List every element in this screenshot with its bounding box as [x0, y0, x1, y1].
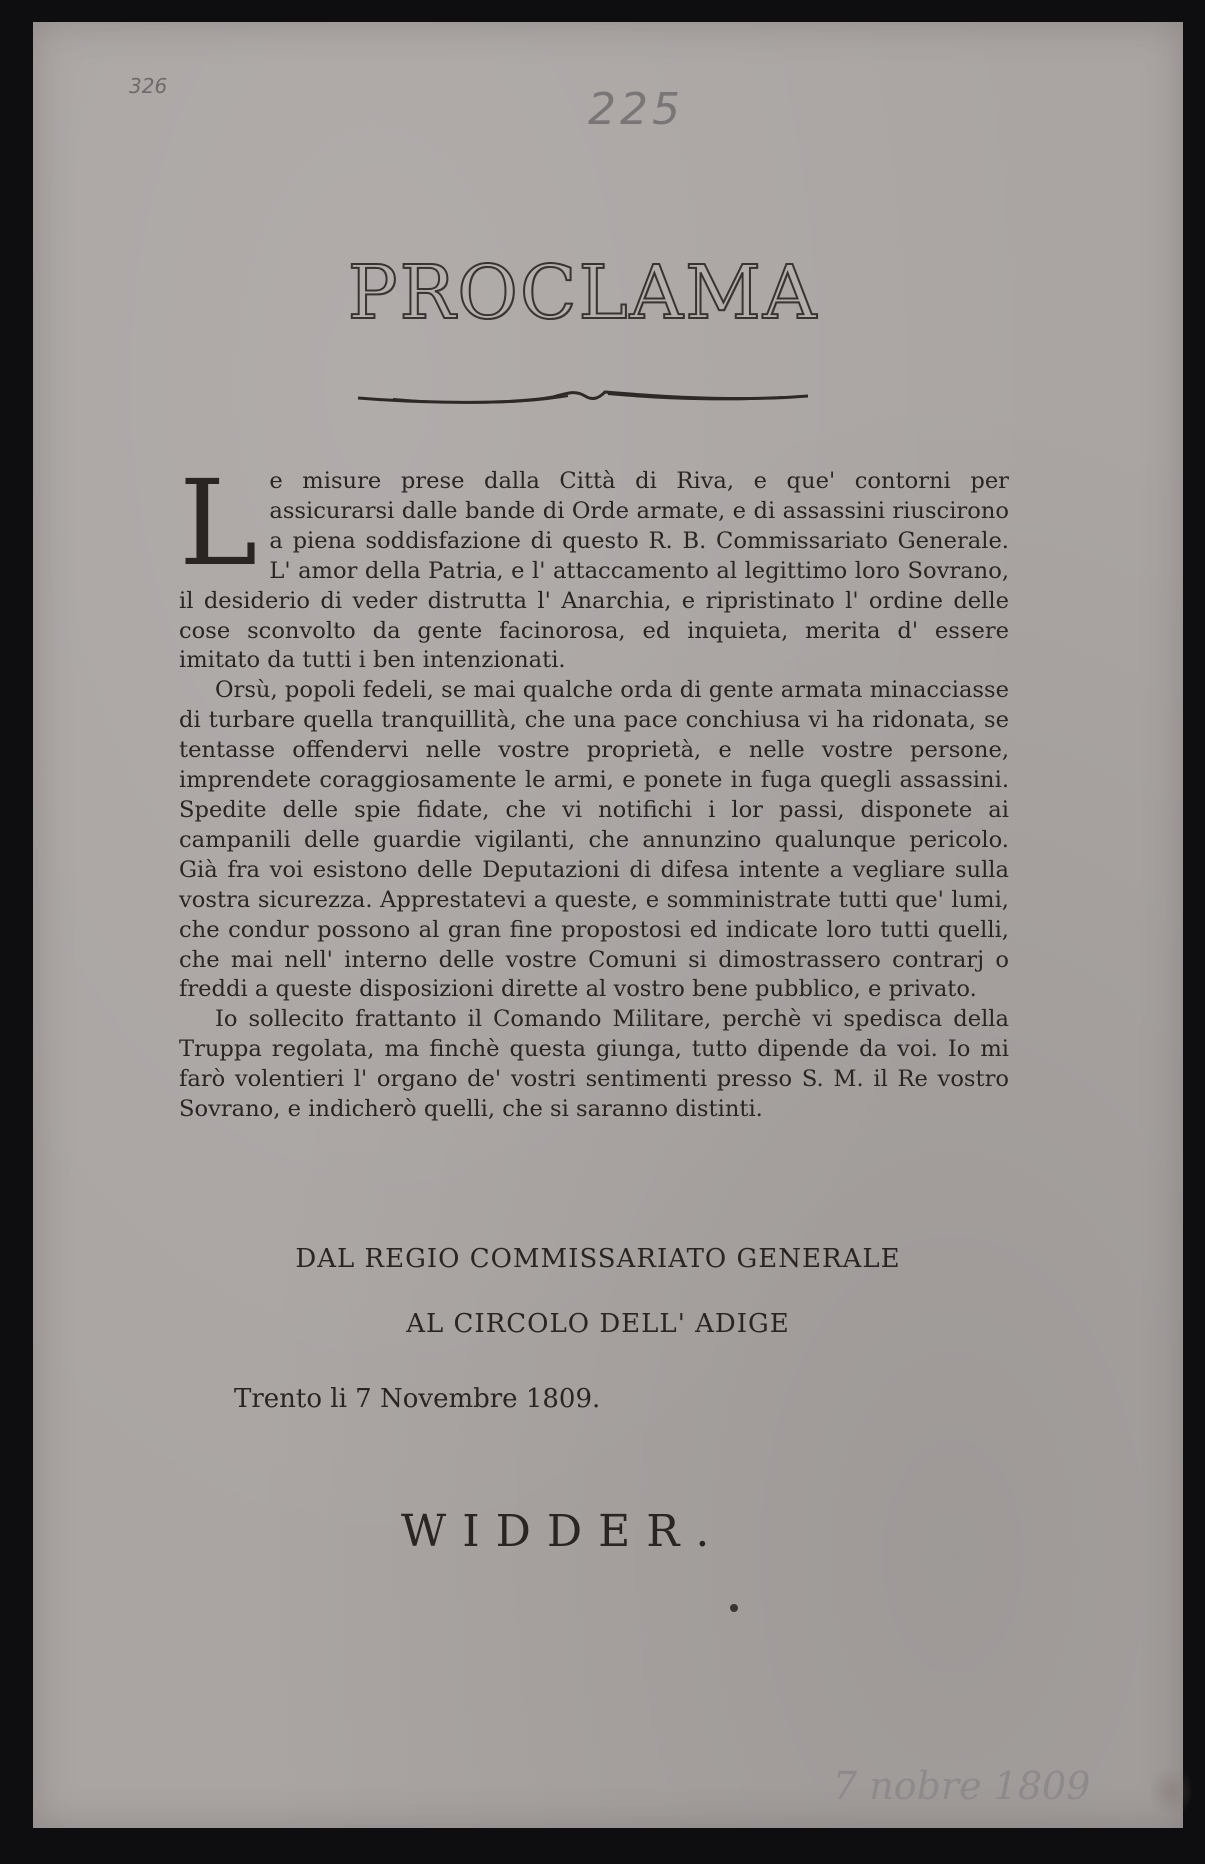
- paragraph-2: Orsù, popoli fedeli, se mai qualche orda di gente armata minacciasse di turbare quella tranquillità, che una pace conchiusa vi ha ridonata, se tentasse offendervi nelle vostre proprietà, e nelle vostre persone, imprendete coraggiosamente le armi, e ponete in fuga quegli assassini. Spedite delle spie fidate, che vi notifichi i lor passi, disponete ai campanili delle guardie vigilanti, che annunzino qualunque pericolo. Già fra voi esistono delle Deputazioni di difesa intente a vegliare sulla vostra sicurezza. Apprestatevi a queste, e somministrate tutti que' lumi, che condur possono al gran fine propostosi ed indicate loro tutti quelli, che mai nell' interno delle vostre Comuni si dimostrassero contrarj o freddi a queste disposizioni dirette al vostro bene pubblico, e privato.: [179, 677, 1009, 1003]
- proclamation-title: PROCLAMA: [347, 250, 819, 336]
- issue-date: Trento li 7 Novembre 1809.: [234, 1384, 601, 1414]
- proclamation-body: [179, 454, 1009, 1125]
- document-page: [33, 22, 1183, 1828]
- paragraph-1-text: e misure prese dalla Città di Riva, e que' contorni per assicurarsi dalle bande di Orde armate, e di assassini riuscirono a piena soddisfazione di questo R. B. Commissariato Generale. L' amor della Patria, e l' attaccamento al legittimo loro Sovrano, il desiderio di veder distrutta l' Anarchia, e ripristinato l' ordine delle cose sconvolto da gente facinorosa, ed inquieta, merita d' essere imitato da tutti i ben intenzionati.: [179, 468, 1009, 674]
- folio-number: 225: [588, 84, 684, 135]
- drop-cap: L: [179, 454, 258, 592]
- ink-dot: [730, 1604, 738, 1612]
- signature: WIDDER.: [401, 1506, 726, 1557]
- ornament-divider: [353, 384, 813, 408]
- issuer-line-2: AL CIRCOLO DELL' ADIGE: [406, 1309, 790, 1339]
- paragraph-1: [179, 454, 1009, 676]
- paragraph-3: Io sollecito frattanto il Comando Militare, perchè vi spedisca della Truppa regolata, ma finchè questa giunga, tutto dipende da voi. Io mi farò volentieri l' organo de' vostri sentimenti presso S. M. il Re vostro Sovrano, e indicherò quelli, che si saranno distinti.: [179, 1006, 1009, 1123]
- archive-number: 326: [129, 74, 168, 98]
- handwritten-date: 7 nobre 1809: [833, 1764, 1091, 1808]
- paper-stain: [1151, 1762, 1191, 1820]
- issuer-line-1: DAL REGIO COMMISSARIATO GENERALE: [295, 1244, 901, 1274]
